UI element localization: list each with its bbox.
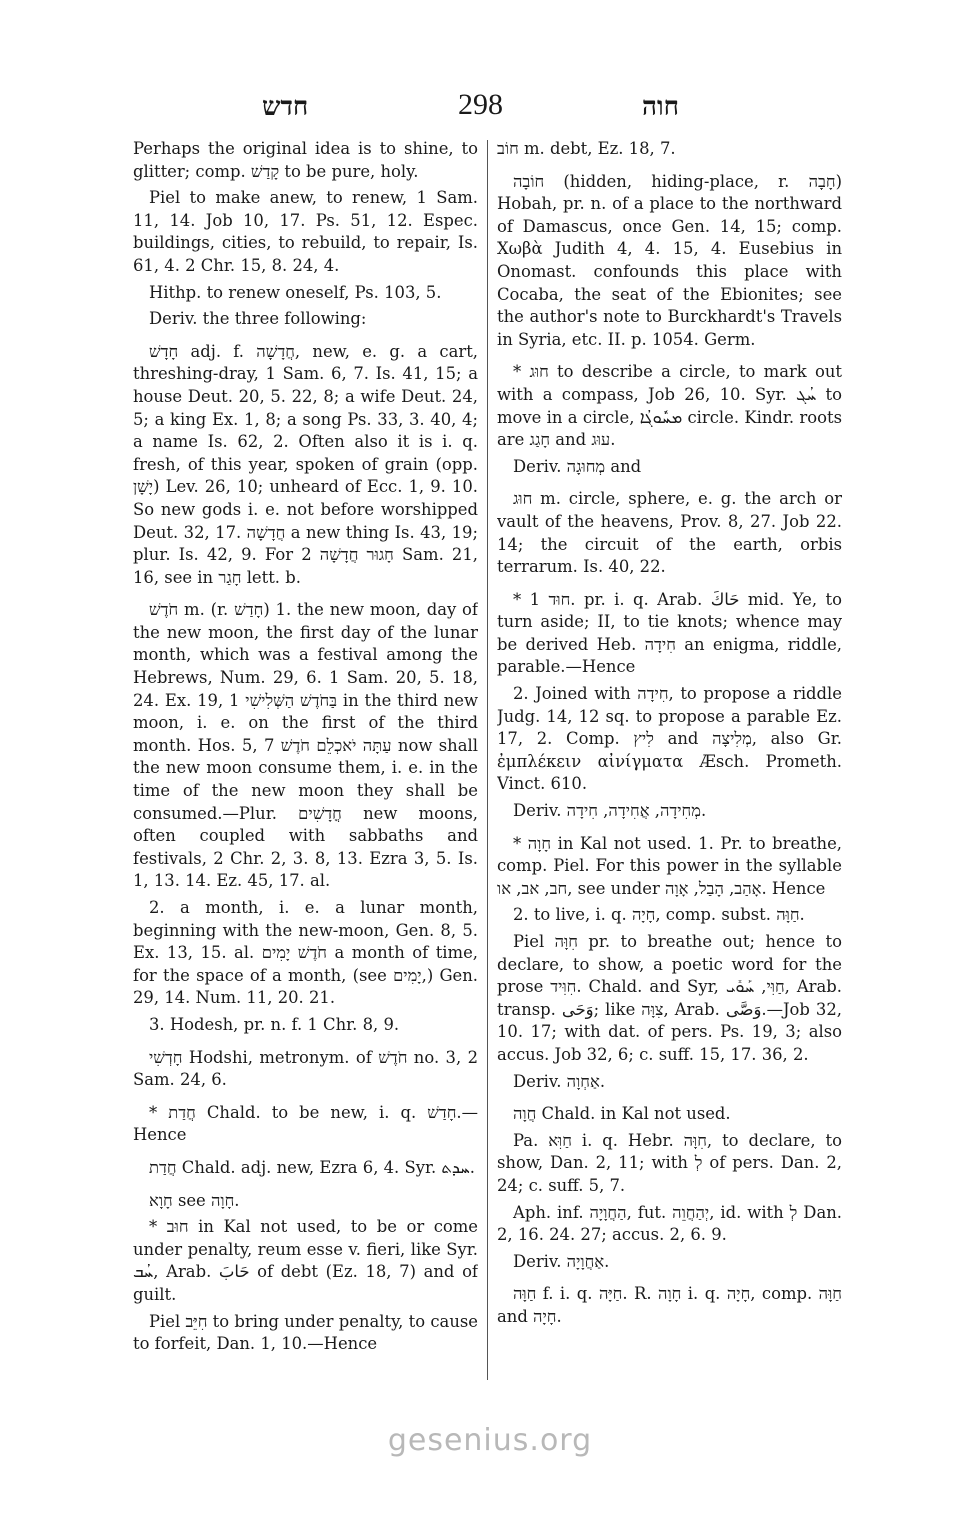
dictionary-entry: חוּג m. circle, sphere, e. g. the arch or vault of the heavens, Prov. 8, 27. Job 22. 14; the circuit of the earth, orbis terrarum. Is. 40, 22. — [497, 489, 842, 577]
dictionary-entry: חוֹב m. debt, Ez. 18, 7. — [497, 139, 676, 158]
column-divider — [487, 140, 488, 1380]
dictionary-entry: Perhaps the original idea is to shine, to glitter; comp. קָדַשׁ to be pure, holy. — [133, 139, 478, 181]
dictionary-entry: חֲדַת Chald. adj. new, Ezra 6, 4. Syr. ܚܕܬ. — [149, 1157, 475, 1177]
dictionary-entry: Piel חִיֵּב to bring under penalty, to cause to forfeit, Dan. 1, 10.—Hence — [133, 1311, 478, 1354]
dictionary-entry: חֲוָה Chald. in Kal not used. — [513, 1104, 731, 1124]
dictionary-entry: Piel חִוָּה pr. to breathe out; hence to declare, to show, a poetic word for the prose חִוִּיד. Chald. and Syr, חַוִּי, ܚܰܘܺܝ, Arab. transp. وَحَى; like צִוָּה, Arab. وَصَّى.—Job 32, 10. 17; with dat. of pers. Ps. 19, 3; also accus. Job 32, 6; c. suff. 15, 17. 36, 2. — [497, 932, 842, 1064]
dictionary-entry: 2. Joined with חִידָה, to propose a riddle Judg. 14, 12 sq. to propose a parable Ez. 17, 2. Comp. לִיץ and מְלִיצָה, also Gr. ἐμπλέκειν αἰνίγματα Æsch. Prometh. Vinct. 610. — [497, 684, 842, 794]
left-column — [133, 138, 478, 1388]
right-column — [497, 138, 842, 1388]
watermark: gesenius.org — [387, 1423, 593, 1458]
header-left-word: חדש — [262, 92, 309, 122]
page-number: 298 — [458, 88, 503, 121]
dictionary-entry: חוֹבָה (hidden, hiding-place, r. חָבָה) Hobah, pr. n. of a place to the northward of Damascus, once Gen. 14, 15; comp. Χωβὰ Judith 4, 4. 15, 4. Eusebius in Onomast. confounds this place with Cocaba, the seat of the Ebionites; see the author's note to Burckhardt's Travels in Syria, etc. II. p. 1054. Germ. — [497, 171, 842, 349]
page-header — [0, 88, 980, 128]
dictionary-entry: Piel to make anew, to renew, 1 Sam. 11, 14. Job 10, 17. Ps. 51, 12. Espec. buildings, cities, to rebuild, to repair, Is. 61, 4. 2 Chr. 15, 8. 24, 4. — [133, 188, 478, 275]
dictionary-entry: Deriv. אַחֲוָיָה. — [513, 1251, 610, 1271]
dictionary-entry: Pa. חַוִּא i. q. Hebr. חִוָּה, to declare, to show, Dan. 2, 11; with לְ of pers. Dan. 2, 24; c. suff. 5, 7. — [497, 1130, 842, 1195]
dictionary-entry: Deriv. מְחִידָה, אֲחִידָה, חִידָה. — [513, 801, 707, 821]
dictionary-entry: Deriv. אַחְוָה. — [513, 1071, 606, 1091]
dictionary-entry: 2. to live, i. q. חָיָה, comp. subst. חַוָּה. — [513, 905, 805, 925]
dictionary-entry: Aph. inf. הַחֲוָיָה, fut. יְהַחֲוֵה, id. with לְ Dan. 2, 16. 24. 27; accus. 2, 6. 9. — [497, 1202, 842, 1245]
dictionary-entry: * חוּב in Kal not used, to be or come under penalty, reum esse v. fieri, like Syr. ܚܳܒ, Arab. حَابَ of debt (Ez. 18, 7) and of guilt. — [133, 1217, 478, 1304]
dictionary-entry: * חָוָה in Kal not used. 1. Pr. to breathe, comp. Piel. For this power in the syllable חב, אב, או, see under אָהַב, הָבַל, אָוָה. Hence — [497, 833, 842, 898]
dictionary-entry: * חֲדַת Chald. to be new, i. q. חָדַשׁ.—Hence — [133, 1102, 478, 1145]
header-right-word: חוה — [642, 92, 679, 122]
dictionary-entry: חָדְשִׁי Hodshi, metronym. of חֹדֶשׁ no. 3, 2 Sam. 24, 6. — [133, 1047, 478, 1090]
dictionary-entry: Hithp. to renew oneself, Ps. 103, 5. — [149, 282, 442, 302]
dictionary-entry: חָדָשׁ adj. f. חֲדָשָׁה, new, e. g. a cart, threshing-dray, 1 Sam. 6, 7. Is. 41, 15; a house Deut. 20, 5. 22, 8; a wife Deut. 24, 5; a king Ex. 1, 8; a song Ps. 33, 3. 40, 4; a name Is. 62, 2. Often also it is i. q. fresh, of this year, spoken of grain (opp. יָשָׁן) Lev. 26, 10; unheard of Ecc. 1, 9. 10. So new gods i. e. not before worshipped Deut. 32, 17. חֲדָשָׁה a new thing Is. 43, 19; plur. Is. 42, 9. For חָגוּר חֲדָשָׁה 2 Sam. 21, 16, see in חָגַר lett. b. — [133, 341, 478, 587]
dictionary-entry: חָוָא see חָוָה. — [149, 1190, 240, 1210]
dictionary-entry: 3. Hodesh, pr. n. f. 1 Chr. 8, 9. — [149, 1014, 400, 1034]
dictionary-entry: חֹדֶשׁ m. (r. חָדַשׁ) 1. the new moon, day of the new moon, the first day of the lunar month, which was a festival among the Hebrews, Num. 29, 6. 1 Sam. 20, 5. 18, 24. Ex. 19, 1 בַּחֹדֶשׁ הַשְּׁלִישִׁי in the third new moon, i. e. on the first of the third month. Hos. 5, 7 עַתָּה יֹאכְלֵם חֹדֶשׁ now shall the new moon consume them, i. e. in the time of the new moon they shall be consumed.—Plur. חֳדָשִׁים new moons, often coupled with sabbaths and festivals, 2 Chr. 2, 3. 8, 13. Ezra 3, 5. Is. 1, 13. 14. Ez. 45, 17. al. — [133, 600, 478, 891]
dictionary-entry: * חוּג to describe a circle, to mark out with a compass, Job 26, 10. Syr. ܚܳܓ to move in a circle, ܡܚܽܘܓܳܐ circle. Kindr. roots are חָגַג and עוּג. — [497, 362, 842, 450]
dictionary-entry: Deriv. מְחוּגָה and — [513, 456, 642, 476]
dictionary-entry: * חוּד 1. pr. i. q. Arab. حَاكَ mid. Ye, to turn aside; II, to tie knots; whence may be derived Heb. חִידָה an enigma, riddle, parable.—Hence — [497, 589, 842, 677]
dictionary-entry: 2. a month, i. e. a lunar month, beginning with the new-moon, Gen. 8, 5. Ex. 13, 15. al. חֹדֶשׁ יָמִים a month of time, for the space of a month, (see יָמִים,) Gen. 29, 14. Num. 11, 20. 21. — [133, 898, 478, 1008]
dictionary-entry: Deriv. the three following: — [149, 309, 367, 329]
dictionary-entry: חַוָּה f. i. q. חַיָּה. R. חָוָה i. q. חָיָה, comp. חַוָּה and חָיָה. — [497, 1284, 842, 1326]
